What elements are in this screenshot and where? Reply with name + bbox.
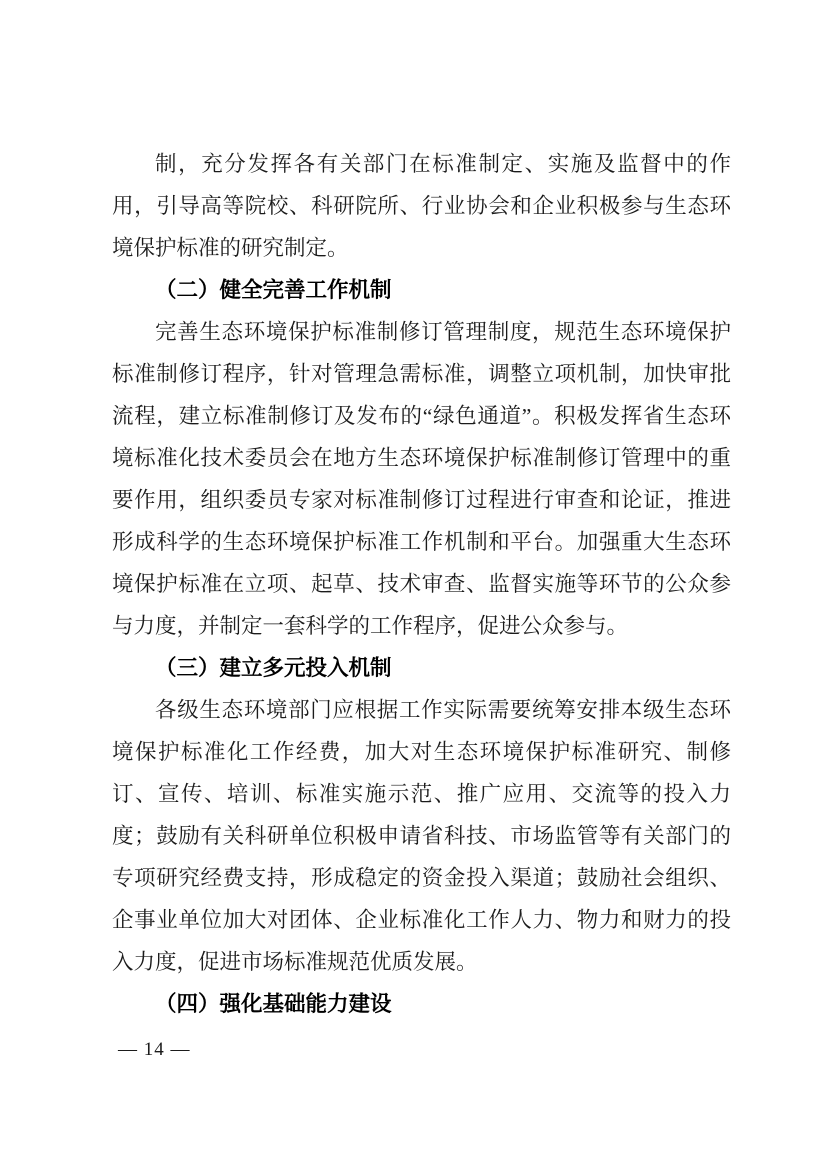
section-paragraph-3: 各级生态环境部门应根据工作实际需要统筹安排本级生态环境保护标准化工作经费，加大对生态环境保护标准研究、制修订、宣传、培训、标准实施示范、推广应用、交流等的投入力度；鼓励有关科研单位积极申请省科技、市场监管等有关部门的专项研究经费支持，形成稳定的资金投入渠道；鼓励社会组织、企事业单位加大对团体、企业标准化工作人力、物力和财力的投入力度，促进市场标准规范优质发展。 — [112, 698, 731, 974]
section-heading-3: （三）建立多元投入机制 — [155, 656, 392, 680]
document-body — [112, 143, 731, 1025]
section-paragraph-2: 完善生态环境保护标准制修订管理制度，规范生态环境保护标准制修订程序，针对管理急需标准，调整立项机制，加快审批流程，建立标准制修订及发布的“绿色通道”。积极发挥省生态环境标准化技术委员会在地方生态环境保护标准制修订管理中的重要作用，组织委员专家对标准制修订过程进行审查和论证，推进形成科学的生态环境保护标准工作机制和平台。加强重大生态环境保护标准在立项、起草、技术审查、监督实施等环节的公众参与力度，并制定一套科学的工作程序，促进公众参与。 — [112, 320, 731, 638]
page-number: — 14 — — [118, 1039, 191, 1060]
section-heading-2: （二）健全完善工作机制 — [155, 278, 392, 302]
intro-paragraph: 制，充分发挥各有关部门在标准制定、实施及监督中的作用，引导高等院校、科研院所、行业协会和企业积极参与生态环境保护标准的研究制定。 — [112, 152, 731, 260]
section-heading-4: （四）强化基础能力建设 — [155, 992, 392, 1016]
